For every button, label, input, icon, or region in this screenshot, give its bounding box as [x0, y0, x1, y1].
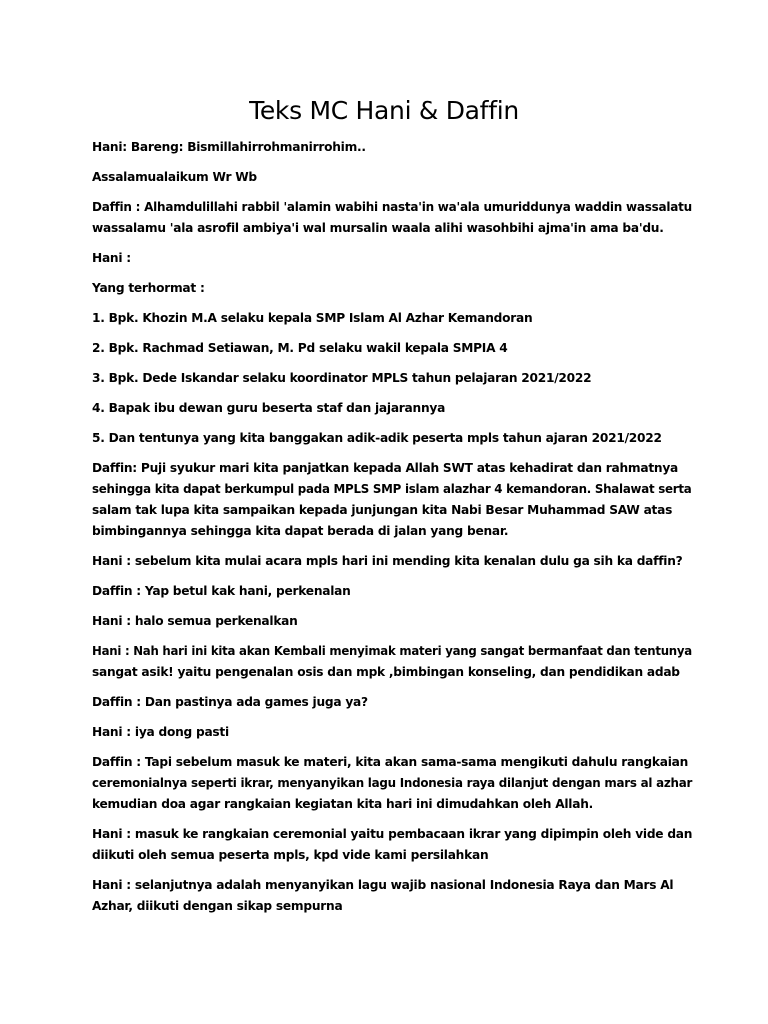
paragraph-line: ceremonialnya seperti ikrar, menyanyikan lagu Indonesia raya dilanjut dengan mars al azhar [92, 776, 693, 790]
paragraph-line: Hani : Nah hari ini kita akan Kembali menyimak materi yang sangat bermanfaat dan tentunya [92, 644, 692, 658]
paragraph-line: Hani : halo semua perkenalkan [92, 614, 298, 628]
paragraph-line: Hani : masuk ke rangkaian ceremonial yaitu pembacaan ikrar yang dipimpin oleh vide dan [92, 827, 693, 841]
paragraph-line: Hani: Bareng: Bismillahirrohmanirrohim.. [92, 140, 366, 154]
script-paragraph [92, 581, 692, 602]
document-body [92, 137, 692, 926]
paragraph-line: Yang terhormat : [92, 281, 205, 295]
paragraph-line: Assalamualaikum Wr Wb [92, 170, 257, 184]
script-paragraph [92, 398, 692, 419]
script-paragraph [92, 338, 692, 359]
script-paragraph [92, 752, 692, 815]
script-paragraph [92, 248, 692, 269]
paragraph-line: salam tak lupa kita sampaikan kepada junjungan kita Nabi Besar Muhammad SAW atas [92, 503, 673, 517]
script-paragraph [92, 722, 692, 743]
paragraph-line: Daffin : Yap betul kak hani, perkenalan [92, 584, 351, 598]
paragraph-line: Daffin : Tapi sebelum masuk ke materi, kita akan sama-sama mengikuti dahulu rangkaian [92, 755, 689, 769]
paragraph-line: sehingga kita dapat berkumpul pada MPLS SMP islam alazhar 4 kemandoran. Shalawat serta [92, 482, 692, 496]
document-title: Teks MC Hani & Daffin [249, 96, 519, 125]
paragraph-line: 1. Bpk. Khozin M.A selaku kepala SMP Islam Al Azhar Kemandoran [92, 311, 533, 325]
paragraph-line: bimbingannya sehingga kita dapat berada di jalan yang benar. [92, 524, 509, 538]
script-paragraph [92, 278, 692, 299]
paragraph-line: Daffin : Dan pastinya ada games juga ya? [92, 695, 368, 709]
script-paragraph [92, 167, 692, 188]
paragraph-line: Hani : sebelum kita mulai acara mpls hari ini mending kita kenalan dulu ga sih ka daffin? [92, 554, 683, 568]
script-paragraph [92, 641, 692, 683]
paragraph-line: 3. Bpk. Dede Iskandar selaku koordinator MPLS tahun pelajaran 2021/2022 [92, 371, 592, 385]
paragraph-line: Daffin: Puji syukur mari kita panjatkan kepada Allah SWT atas kehadirat dan rahmatnya [92, 461, 678, 475]
paragraph-line: kemudian doa agar rangkaian kegiatan kita hari ini dimudahkan oleh Allah. [92, 797, 594, 811]
script-paragraph [92, 458, 692, 542]
script-paragraph [92, 824, 692, 866]
script-paragraph [92, 551, 692, 572]
paragraph-line: Hani : selanjutnya adalah menyanyikan lagu wajib nasional Indonesia Raya dan Mars Al [92, 878, 674, 892]
script-paragraph [92, 428, 692, 449]
paragraph-line: diikuti oleh semua peserta mpls, kpd vide kami persilahkan [92, 848, 489, 862]
script-paragraph [92, 137, 692, 158]
paragraph-line: Hani : iya dong pasti [92, 725, 229, 739]
script-paragraph [92, 611, 692, 632]
paragraph-line: Azhar, diikuti dengan sikap sempurna [92, 899, 343, 913]
paragraph-line: 4. Bapak ibu dewan guru beserta staf dan jajarannya [92, 401, 446, 415]
script-paragraph [92, 197, 692, 239]
script-paragraph [92, 368, 692, 389]
paragraph-line: wassalamu 'ala asrofil ambiya'i wal mursalin waala alihi wasohbihi ajma'in ama ba'du. [92, 221, 664, 235]
paragraph-line: 5. Dan tentunya yang kita banggakan adik-adik peserta mpls tahun ajaran 2021/2022 [92, 431, 662, 445]
script-paragraph [92, 692, 692, 713]
script-paragraph [92, 875, 692, 917]
paragraph-line: Hani : [92, 251, 131, 265]
script-paragraph [92, 308, 692, 329]
paragraph-line: 2. Bpk. Rachmad Setiawan, M. Pd selaku wakil kepala SMPIA 4 [92, 341, 508, 355]
paragraph-line: sangat asik! yaitu pengenalan osis dan mpk ,bimbingan konseling, dan pendidikan adab [92, 665, 680, 679]
paragraph-line: Daffin : Alhamdulillahi rabbil 'alamin wabihi nasta'in wa'ala umuriddunya waddin wassalatu [92, 200, 692, 214]
